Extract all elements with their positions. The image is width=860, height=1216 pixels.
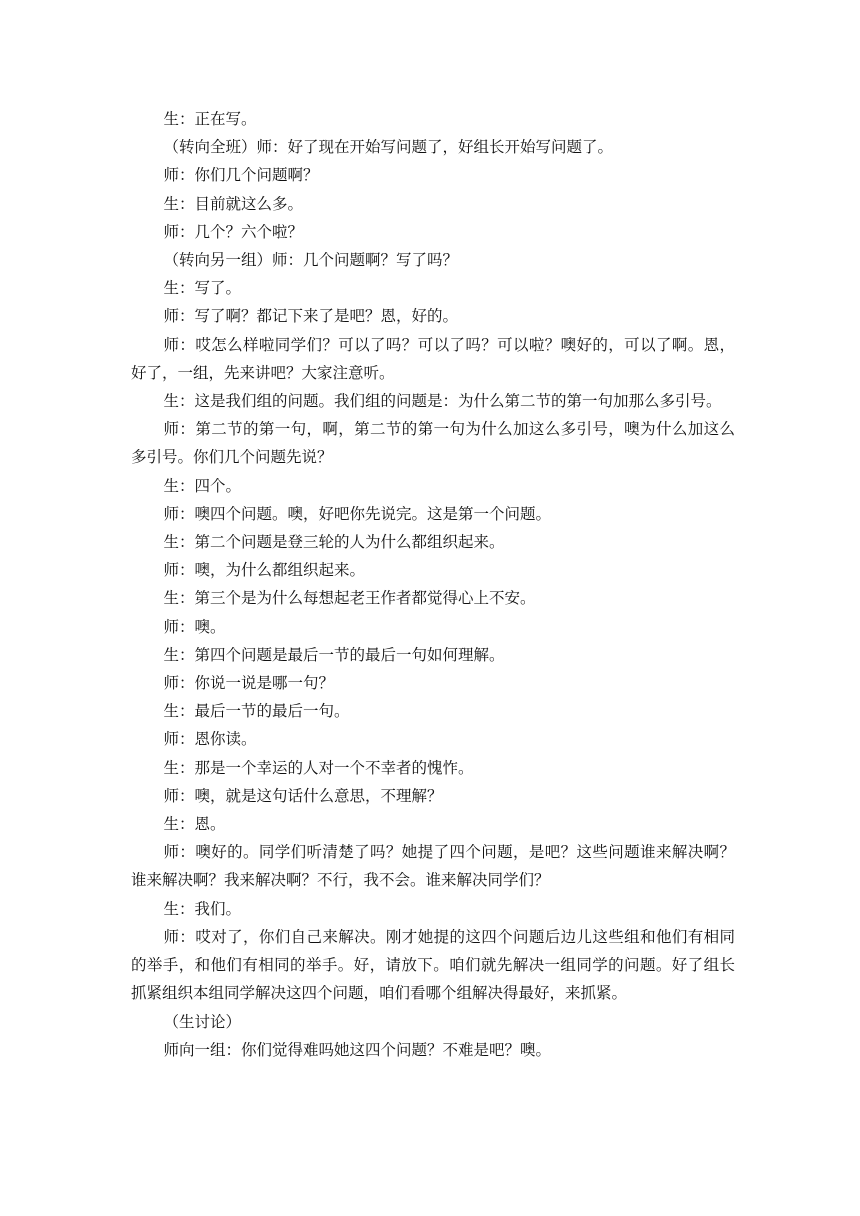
paragraph: 师：几个？六个啦？ <box>163 222 304 241</box>
paragraph: 师：你们几个问题啊？ <box>163 166 319 185</box>
paragraph: 生：正在写。 <box>163 110 257 128</box>
paragraph: 生：目前就这么多。 <box>163 194 304 213</box>
paragraph: 生：恩。 <box>163 815 226 834</box>
paragraph: 生：写了。 <box>163 279 242 298</box>
paragraph: （生讨论） <box>163 1012 242 1031</box>
paragraph: （转向另一组）师：几个问题啊？写了吗？ <box>163 251 459 270</box>
paragraph: 师：恩你读。 <box>163 730 257 749</box>
paragraph: 师：哎对了，你们自己来解决。刚才她提的这四个问题后边儿这些组和他们有相同的举手，和他们有相同的举手。好，请放下。咱们就先解决一组同学的问题。好了组长抓紧组织本组同学解决这四个问题，咱们看哪个组解决得最好，来抓紧。 <box>131 927 735 1003</box>
paragraph: 师：哎怎么样啦同学们？可以了吗？可以了吗？可以啦？噢好的，可以了啊。恩，好了，一组，先来讲吧？大家注意听。 <box>131 335 735 382</box>
paragraph: 生：第三个是为什么每想起老王作者都觉得心上不安。 <box>163 589 536 608</box>
paragraph: 师：噢，为什么都组织起来。 <box>163 561 366 580</box>
paragraph: 师：第二节的第一句，啊，第二节的第一句为什么加这么多引号，噢为什么加这么多引号。你们几个问题先说？ <box>131 420 735 467</box>
paragraph: 师：噢四个问题。噢，好吧你先说完。这是第一个问题。 <box>163 504 552 523</box>
paragraph: 师：噢，就是这句话什么意思，不理解？ <box>163 786 443 805</box>
paragraph: 生：第二个问题是登三轮的人为什么都组织起来。 <box>163 533 505 552</box>
paragraph: 师：噢。 <box>163 617 226 636</box>
paragraph: 师：噢好的。同学们听清楚了吗？她提了四个问题，是吧？这些问题谁来解决啊？谁来解决啊？我来解决啊？不行，我不会。谁来解决同学们？ <box>131 843 735 890</box>
paragraph: 师向一组：你们觉得难吗她这四个问题？不难是吧？噢。 <box>163 1040 552 1059</box>
paragraph: 生：第四个问题是最后一节的最后一句如何理解。 <box>163 645 505 664</box>
paragraph: 生：这是我们组的问题。我们组的问题是：为什么第二节的第一句加那么多引号。 <box>163 392 722 411</box>
transcript-body <box>131 105 735 1064</box>
paragraph: 生：四个。 <box>163 476 242 495</box>
paragraph: 生：最后一节的最后一句。 <box>163 702 350 721</box>
paragraph: 师：写了啊？都记下来了是吧？恩，好的。 <box>163 307 459 326</box>
paragraph: 生：那是一个幸运的人对一个不幸者的愧怍。 <box>163 758 474 777</box>
paragraph: 师：你说一说是哪一句？ <box>163 674 335 693</box>
paragraph: （转向全班）师：好了现在开始写问题了，好组长开始写问题了。 <box>163 138 614 157</box>
paragraph: 生：我们。 <box>163 899 242 918</box>
